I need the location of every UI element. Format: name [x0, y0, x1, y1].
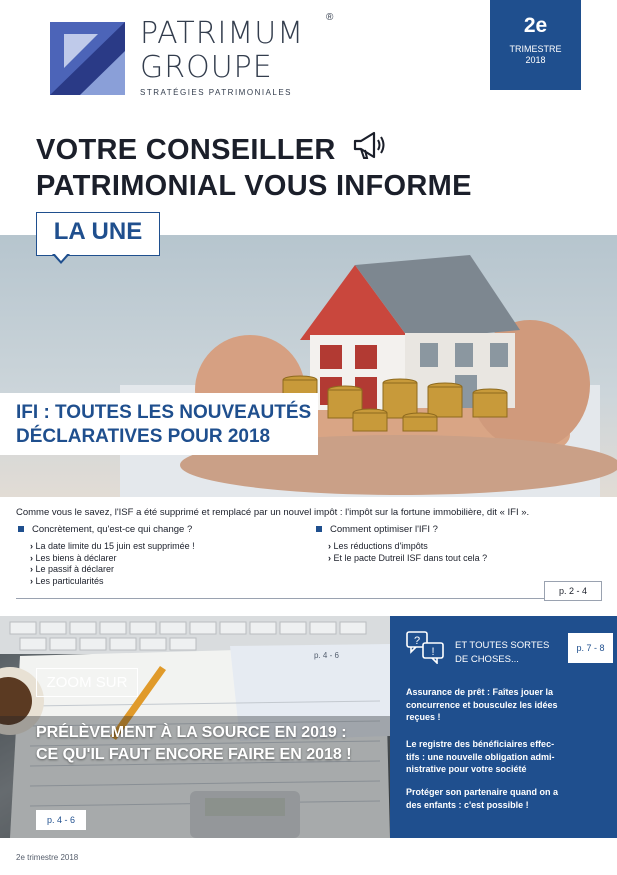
list-item: › Les réductions d'impôts [328, 541, 487, 553]
bullet-square-icon [316, 526, 322, 532]
brand-name-line2: GROUPE [140, 50, 273, 85]
svg-text:?: ? [413, 635, 421, 647]
logo-mark [50, 22, 125, 95]
megaphone-icon [352, 130, 386, 160]
intro-text: Comme vous le savez, l'ISF a été supprimé et remplacé par un nouvel impôt : l'impôt sur la fortune immobilière, dit « IFI ». [16, 507, 530, 518]
chat-bubbles-icon [405, 630, 445, 664]
list-item: › La date limite du 15 juin est supprimée ! [30, 541, 195, 553]
list-item: › Les biens à déclarer [30, 553, 195, 565]
quarter-label: TRIMESTRE 2018 [509, 44, 562, 65]
faint-page-ref: p. 4 - 6 [314, 651, 339, 660]
list-item: › Et le pacte Dutreil ISF dans tout cela ? [328, 553, 487, 565]
page-title-line2: PATRIMONIAL VOUS INFORME [36, 170, 472, 202]
quarter-number: 2e [523, 14, 548, 37]
svg-text:!: ! [431, 646, 435, 658]
list-item: › Les particularités [30, 576, 195, 588]
divider [16, 598, 600, 599]
page-ref-zoom[interactable]: p. 4 - 6 [36, 810, 86, 830]
registered-mark: ® [326, 12, 334, 23]
zoom-label: ZOOM SUR [36, 668, 138, 697]
sidebar-item-assurance[interactable]: Assurance de prêt : Faîtes jouer la concurrence et bousculez les idées reçues ! [406, 687, 558, 722]
sidebar-title: ET TOUTES SORTES DE CHOSES... [455, 640, 550, 665]
house-in-hands-illustration [0, 235, 617, 497]
hero-headline[interactable]: IFI : TOUTES LES NOUVEAUTÉS DÉCLARATIVES POUR 2018 [16, 402, 312, 447]
question-2: Comment optimiser l'IFI ? [316, 524, 438, 535]
list-item: › Le passif à déclarer [30, 564, 195, 576]
page-ref-ifi[interactable]: p. 2 - 4 [544, 581, 602, 601]
la-une-label: LA UNE [53, 218, 143, 245]
page-ref-sidebar[interactable]: p. 7 - 8 [568, 633, 613, 663]
bullet-square-icon [18, 526, 24, 532]
la-une-pointer-inner [54, 253, 68, 261]
question-1-list [30, 541, 195, 587]
sidebar-item-registre[interactable]: Le registre des bénéficiaires effec- tifs : une nouvelle obligation admi- nistrative pour votre société [406, 739, 555, 774]
hero-image [0, 235, 617, 497]
quarter-badge [490, 0, 581, 90]
zoom-headline[interactable]: PRÉLÈVEMENT À LA SOURCE EN 2019 : CE QU'IL FAUT ENCORE FAIRE EN 2018 ! [36, 724, 352, 763]
question-2-list [328, 541, 487, 564]
page-title-line1: VOTRE CONSEILLER [36, 134, 336, 166]
brand-tagline: STRATÉGIES PATRIMONIALES [140, 88, 293, 97]
footer-text: 2e trimestre 2018 [16, 853, 79, 862]
brand-name-line1: PATRIMUM [140, 16, 305, 51]
sidebar-item-proteger[interactable]: Protéger son partenaire quand on a des enfants : c'est possible ! [406, 787, 559, 810]
page-title [36, 132, 472, 204]
question-1: Concrètement, qu'est-ce qui change ? [18, 524, 192, 535]
